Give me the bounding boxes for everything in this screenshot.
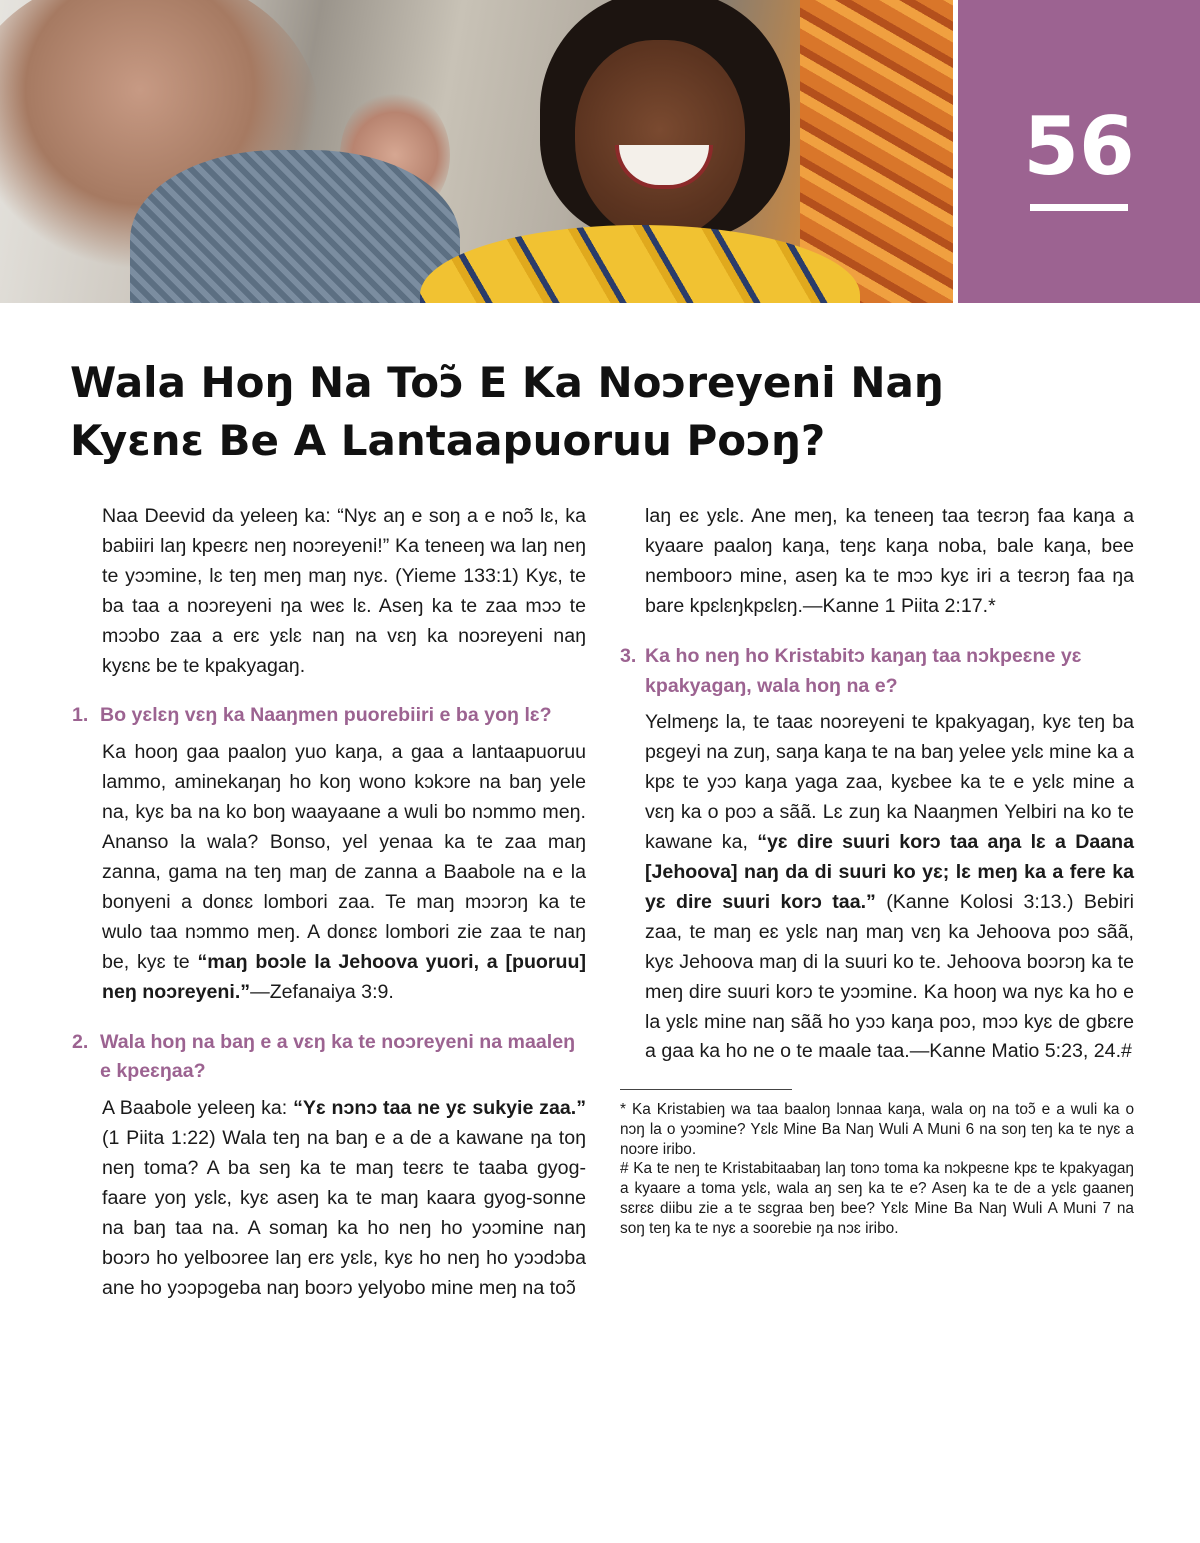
paragraph-2-text: (1 Piita 1:22) Wala teŋ na baŋ e a de a kawane ŋa toŋ neŋ toma? A ba seŋ ka te maŋ teɛrɛ te taaba gyog-faare yoŋ yɛlɛ, kyɛ aseŋ ka te maŋ kaara gyog-sonne na baŋ taa na. A somaŋ ka ho neŋ ho yɔɔmine naŋ boɔrɔ ho yelboɔree laŋ erɛ yɛlɛ, kyɛ ho neŋ ho yɔɔdɔba ane ho yɔɔpɔgeba naŋ boɔrɔ yelyobo mine meŋ na toɔ̃ xyxy=(102,1127,586,1299)
question-1-text: Bo yɛlɛŋ vɛŋ ka Naaŋmen puorebiiri e ba yoŋ lɛ? xyxy=(100,704,552,727)
lesson-number-panel xyxy=(958,0,1200,303)
question-2-heading xyxy=(72,1028,586,1088)
footnote-divider xyxy=(620,1089,792,1090)
paragraph-2-intro: A Baabole yeleeŋ ka: xyxy=(102,1097,294,1120)
paragraph-2 xyxy=(72,1094,586,1303)
paragraph-2-continued: laŋ eɛ yɛlɛ. Ane meŋ, ka teneeŋ taa teɛrɔŋ faa kaŋa a kyaare paaloŋ kaŋa, teŋɛ kaŋa noba, bale kaŋa, bee nemboorɔ mine, aseŋ ka te mɔɔ kyɛ iri a teɛrɔŋ faa ŋa bare kpɛlɛŋkpɛlɛŋ.—Kanne 1 Piita 2:17.* xyxy=(645,505,1134,617)
photo-woman-left xyxy=(130,150,460,303)
paragraph-1-quote: “maŋ boɔle la Jehoova yuori, a [puoruu] neŋ noɔreyeni.” xyxy=(102,950,586,1003)
paragraph-1-text: Ka hooŋ gaa paaloŋ yuo kaŋa, a gaa a lantaapuoruu lammo, aminekaŋaŋ ho koŋ wono kɔkɔre na baŋ yele na, kyɛ ba na ko boŋ waayaane a wuli bo nɔmmo meŋ. Ananso la wala? Bonso, yel yenaa ka te zaa maŋ zanna, gama na teŋ maŋ de zanna a Baabole na e la bonyeni a donɛɛ lombori zaa. Te maŋ mɔɔrɔŋ ka te wulo taa nɔmmo meŋ. A donɛɛ lombori zie zaa te naŋ be, kyɛ te xyxy=(102,741,586,973)
lesson-number: 56 xyxy=(1023,100,1135,193)
footnote-2: # Ka te neŋ te Kristabitaabaŋ laŋ tonɔ toma ka nɔkpeɛne kpɛ te kpakyagaŋ a kyaare a toma yɛlɛ, wala aŋ seŋ ka te e? Aseŋ ka te de a yɛlɛ gaaneŋ sɛrɛɛ diibu zie a te sɛgraa beŋ bee? Yɛlɛ Mine Ba Naŋ Wuli A Muni 7 na soŋ teŋ ka te nyɛ a soorebie ŋa nɔɛ iribo. xyxy=(620,1160,1134,1237)
question-3-number: 3. xyxy=(620,644,637,667)
footnote-1: * Ka Kristabieŋ wa taa baaloŋ lɔnnaa kaŋa, wala oŋ na toɔ̃ e a wuli ka o nɔŋ la o yɔɔmine? Yɛlɛ Mine Ba Naŋ Wuli A Muni 6 na soŋ teŋ ka te nyɛ a noɔre iribo. xyxy=(620,1101,1134,1158)
lesson-title-line-2: Kyɛnɛ Be A Lantaapuoruu Poɔŋ? xyxy=(70,416,826,465)
question-3-heading xyxy=(620,642,1134,702)
question-3-text: Ka ho neŋ ho Kristabitɔ kaŋaŋ taa nɔkpeɛne yɛ kpakyagaŋ, wala hoŋ na e? xyxy=(645,644,1082,697)
paragraph-3-text: Yelmeŋɛ la, te taaɛ noɔreyeni te kpakyagaŋ, kyɛ teŋ ba pɛgeyi na zuŋ, saŋa kaŋa te na baŋ yelee yɛlɛ mine ka a kpɛ te yɔɔ kaŋa yaga zaa, kyɛbee ka te e yɛlɛ mine a vɛŋ ka o poɔ a sãã. Lɛ zuŋ ka Naaŋmen Yelbiri na ko te kawane ka, xyxy=(645,711,1134,854)
lesson-title-line-1: Wala Hoŋ Na Toɔ̃ E Ka Noɔreyeni Naŋ xyxy=(70,358,944,407)
header-photo xyxy=(0,0,953,303)
paragraph-2-quote: “Yɛ nɔnɔ taa ne yɛ sukyie zaa.” xyxy=(293,1097,587,1120)
lesson-number-underline xyxy=(1030,204,1128,211)
question-2-number: 2. xyxy=(72,1030,89,1053)
left-column xyxy=(72,502,586,1304)
question-1-number: 1. xyxy=(72,704,89,727)
question-1-heading xyxy=(72,701,586,731)
paragraph-3-rest: (Kanne Kolosi 3:13.) Bebiri zaa, te maŋ eɛ yɛlɛ naŋ maŋ vɛŋ ka Jehoova poɔ sãã, kyɛ Jehoova maŋ di la suuri ko te. Jehoova boɔrɔŋ ka te meŋ dire suuri korɔ te yɔɔmine. Ka hooŋ wa nyɛ ka ho e la yɛlɛ mine naŋ sãã ho yɔɔ kaŋa poɔ, mɔɔ kyɛ de gbɛre a gaa ka ho ne o te maale taa.—Kanne Matio 5:23, 24.# xyxy=(645,890,1134,1063)
photo-woman-face xyxy=(575,40,745,240)
paragraph-1 xyxy=(72,738,586,1007)
paragraph-3 xyxy=(620,708,1134,1067)
question-2-text: Wala hoŋ na baŋ e a vɛŋ ka te noɔreyeni na maaleŋ e kpeɛŋaa? xyxy=(100,1030,576,1083)
intro-paragraph: Naa Deevid da yeleeŋ ka: “Nyɛ aŋ e soŋ a e noɔ̃ lɛ, ka babiiri laŋ kpeɛrɛ neŋ noɔreyeni!” Ka teneeŋ wa laŋ neŋ te yɔɔmine, lɛ teŋ meŋ maŋ nyɛ. (Yieme 133:1) Kyɛ, te ba taa a noɔreyeni ŋa weɛ lɛ. Aseŋ ka te zaa mɔɔ te mɔɔbo zaa a erɛ yɛlɛ naŋ na vɛŋ ka noɔreyeni naŋ kyɛnɛ be te kpakyagaŋ. xyxy=(102,505,586,677)
paragraph-1-reference: —Zefanaiya 3:9. xyxy=(250,980,394,1003)
photo-woman-dress xyxy=(420,225,860,303)
right-column xyxy=(620,502,1134,1238)
lesson-title xyxy=(70,354,1150,470)
paragraph-3-quote: “yɛ dire suuri korɔ taa aŋa lɛ a Daana [Jehoova] naŋ da di suuri ko yɛ; lɛ meŋ ka a fere ka yɛ dire suuri korɔ taa.” xyxy=(645,831,1135,913)
